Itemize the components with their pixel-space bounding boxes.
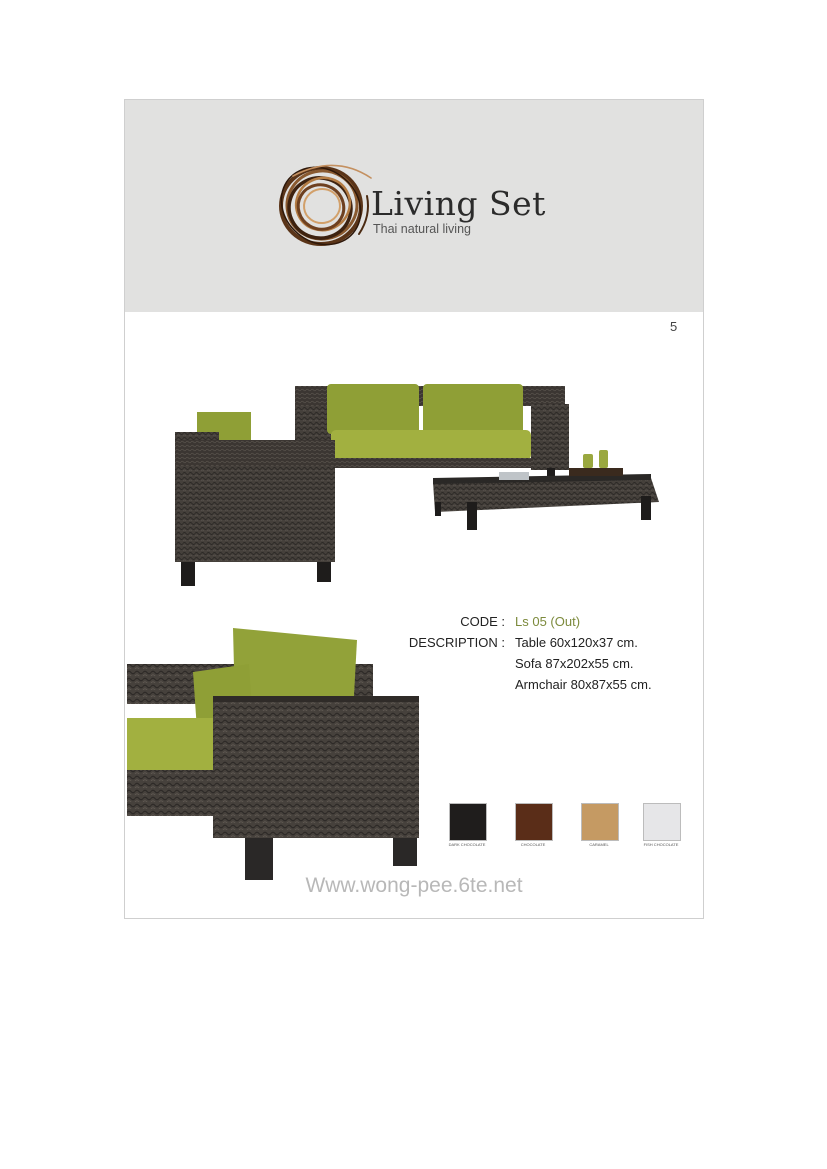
description-line-armchair: Armchair 80x87x55 cm. bbox=[515, 677, 652, 692]
brand-name: Living Set bbox=[371, 184, 546, 223]
website-url: Www.wong-pee.6te.net bbox=[305, 874, 523, 897]
description-line-sofa: Sofa 87x202x55 cm. bbox=[515, 656, 634, 671]
header-banner bbox=[125, 100, 703, 312]
swatch-caramel bbox=[581, 803, 619, 841]
swatch-fish-chocolate bbox=[643, 803, 681, 841]
code-label: CODE : bbox=[460, 614, 505, 629]
catalog-page bbox=[124, 99, 704, 919]
page-number: 5 bbox=[670, 319, 678, 334]
swatch-chocolate bbox=[515, 803, 553, 841]
swatch-dark-chocolate bbox=[449, 803, 487, 841]
code-value: Ls 05 (Out) bbox=[515, 614, 581, 629]
swatch-label-dark-chocolate: DARK CHOCOLATE bbox=[448, 842, 486, 847]
swatch-label-chocolate: CHOCOLATE bbox=[520, 842, 546, 847]
swatch-label-caramel: CARAMEL bbox=[589, 842, 609, 847]
brand-tagline: Thai natural living bbox=[373, 222, 471, 236]
description-label: DESCRIPTION : bbox=[408, 635, 505, 650]
product-photo-living-set bbox=[171, 376, 667, 590]
rattan-ring-logo-icon bbox=[275, 156, 375, 256]
product-photo-armchair-detail bbox=[127, 620, 421, 882]
description-line-table: Table 60x120x37 cm. bbox=[515, 635, 638, 650]
swatch-label-fish-chocolate: FISH CHOCOLATE bbox=[643, 842, 679, 847]
